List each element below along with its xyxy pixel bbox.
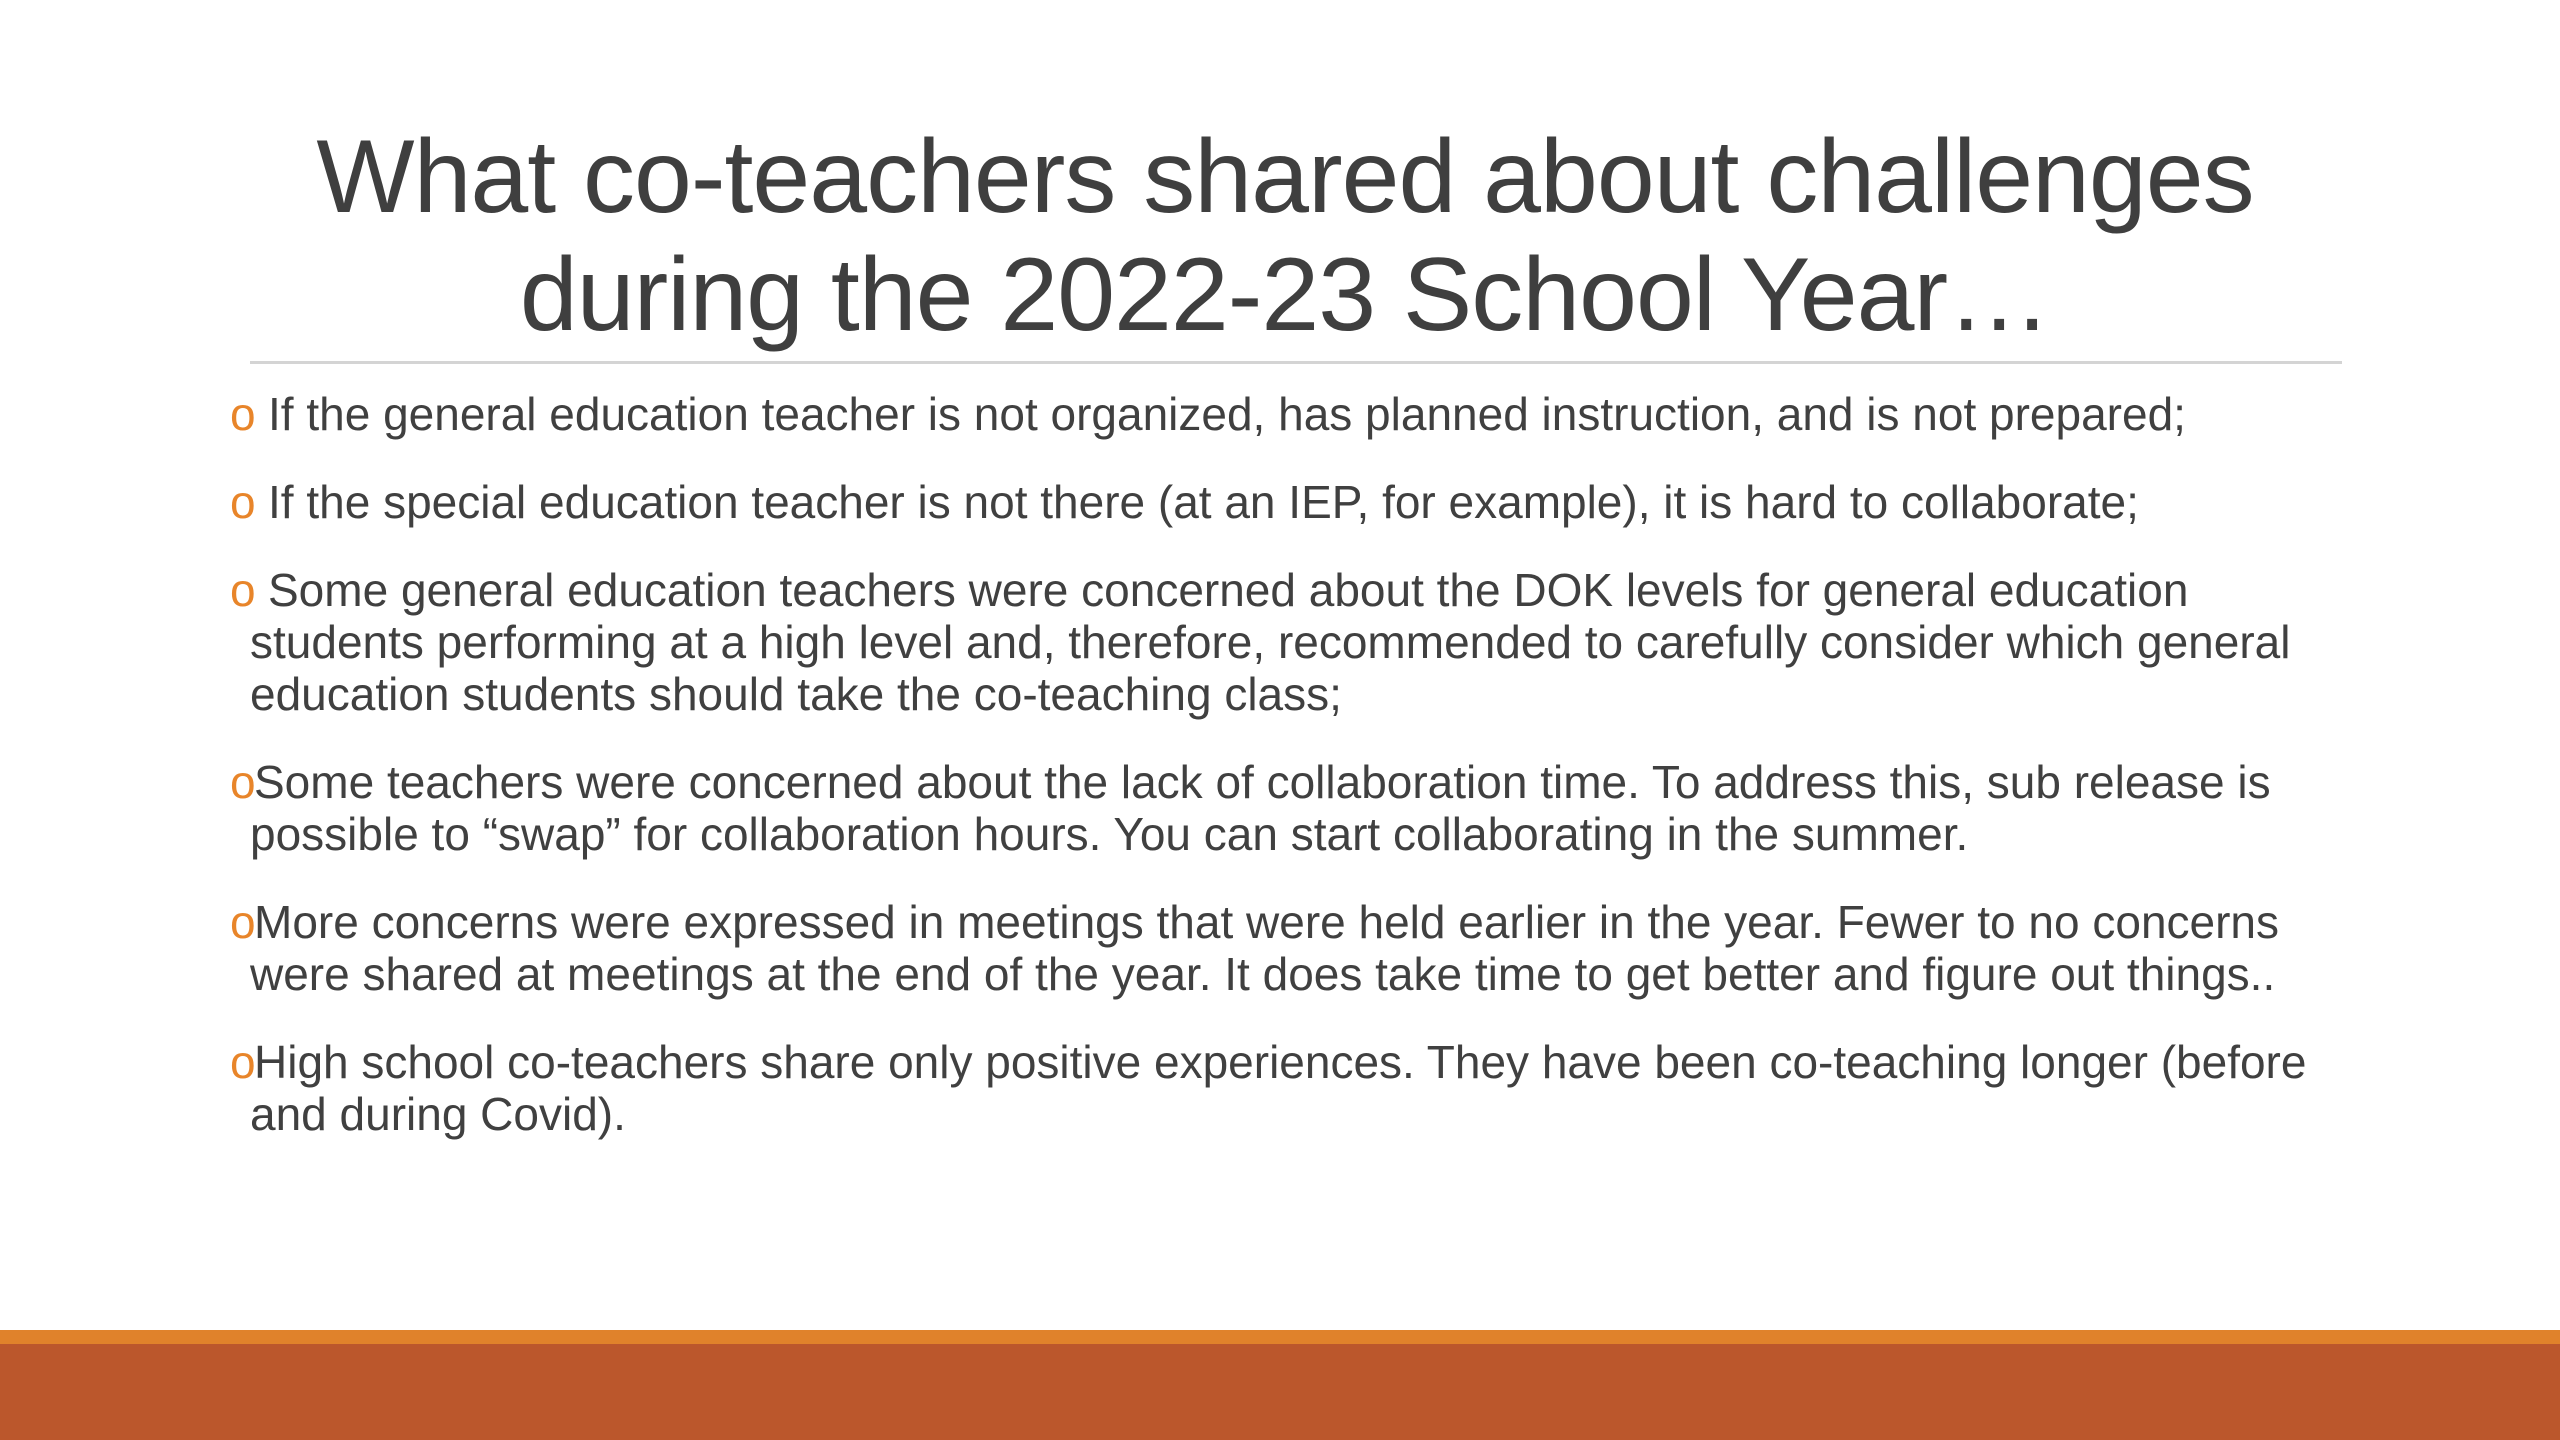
- bullet-item-4: [230, 756, 2345, 860]
- slide-title-line-1: What co-teachers shared about challenges: [316, 119, 2254, 235]
- bullet-circle-icon: o: [230, 388, 256, 440]
- bullet-text: If the general education teacher is not organized, has planned instruction, and is not prepared;: [268, 388, 2186, 440]
- bullet-circle-icon: o: [230, 476, 256, 528]
- bullet-text: High school co-teachers share only positive experiences. They have been co-teaching longer (before and during Covid).: [250, 1036, 2307, 1140]
- bullet-circle-icon: o: [230, 1036, 256, 1088]
- bullet-circle-icon: o: [230, 756, 256, 808]
- bullet-list: [230, 388, 2345, 1176]
- footer-accent-stripe: [0, 1330, 2560, 1344]
- bullet-text: More concerns were expressed in meetings that were held earlier in the year. Fewer to no concerns were shared at meetings at the end of the year. It does take time to get better and figure out things..: [250, 896, 2280, 1000]
- title-divider: [250, 361, 2342, 364]
- bullet-text: Some teachers were concerned about the lack of collaboration time. To address this, sub release is possible to “swap” for collaboration hours. You can start collaborating in the summer.: [250, 756, 2271, 860]
- bullet-item-1: [230, 388, 2345, 440]
- footer-band: [0, 1344, 2560, 1440]
- bullet-item-2: [230, 476, 2345, 528]
- slide-title: [250, 118, 2320, 354]
- bullet-item-6: [230, 1036, 2345, 1140]
- bullet-item-5: [230, 896, 2345, 1000]
- bullet-circle-icon: o: [230, 564, 256, 616]
- bullet-text: Some general education teachers were concerned about the DOK levels for general education students performing at a high level and, therefore, recommended to carefully consider which general education students should take the co-teaching class;: [250, 564, 2291, 720]
- slide-title-line-2: during the 2022-23 School Year…: [519, 237, 2051, 353]
- bullet-item-3: [230, 564, 2345, 720]
- bullet-text: If the special education teacher is not there (at an IEP, for example), it is hard to collaborate;: [268, 476, 2139, 528]
- bullet-circle-icon: o: [230, 896, 256, 948]
